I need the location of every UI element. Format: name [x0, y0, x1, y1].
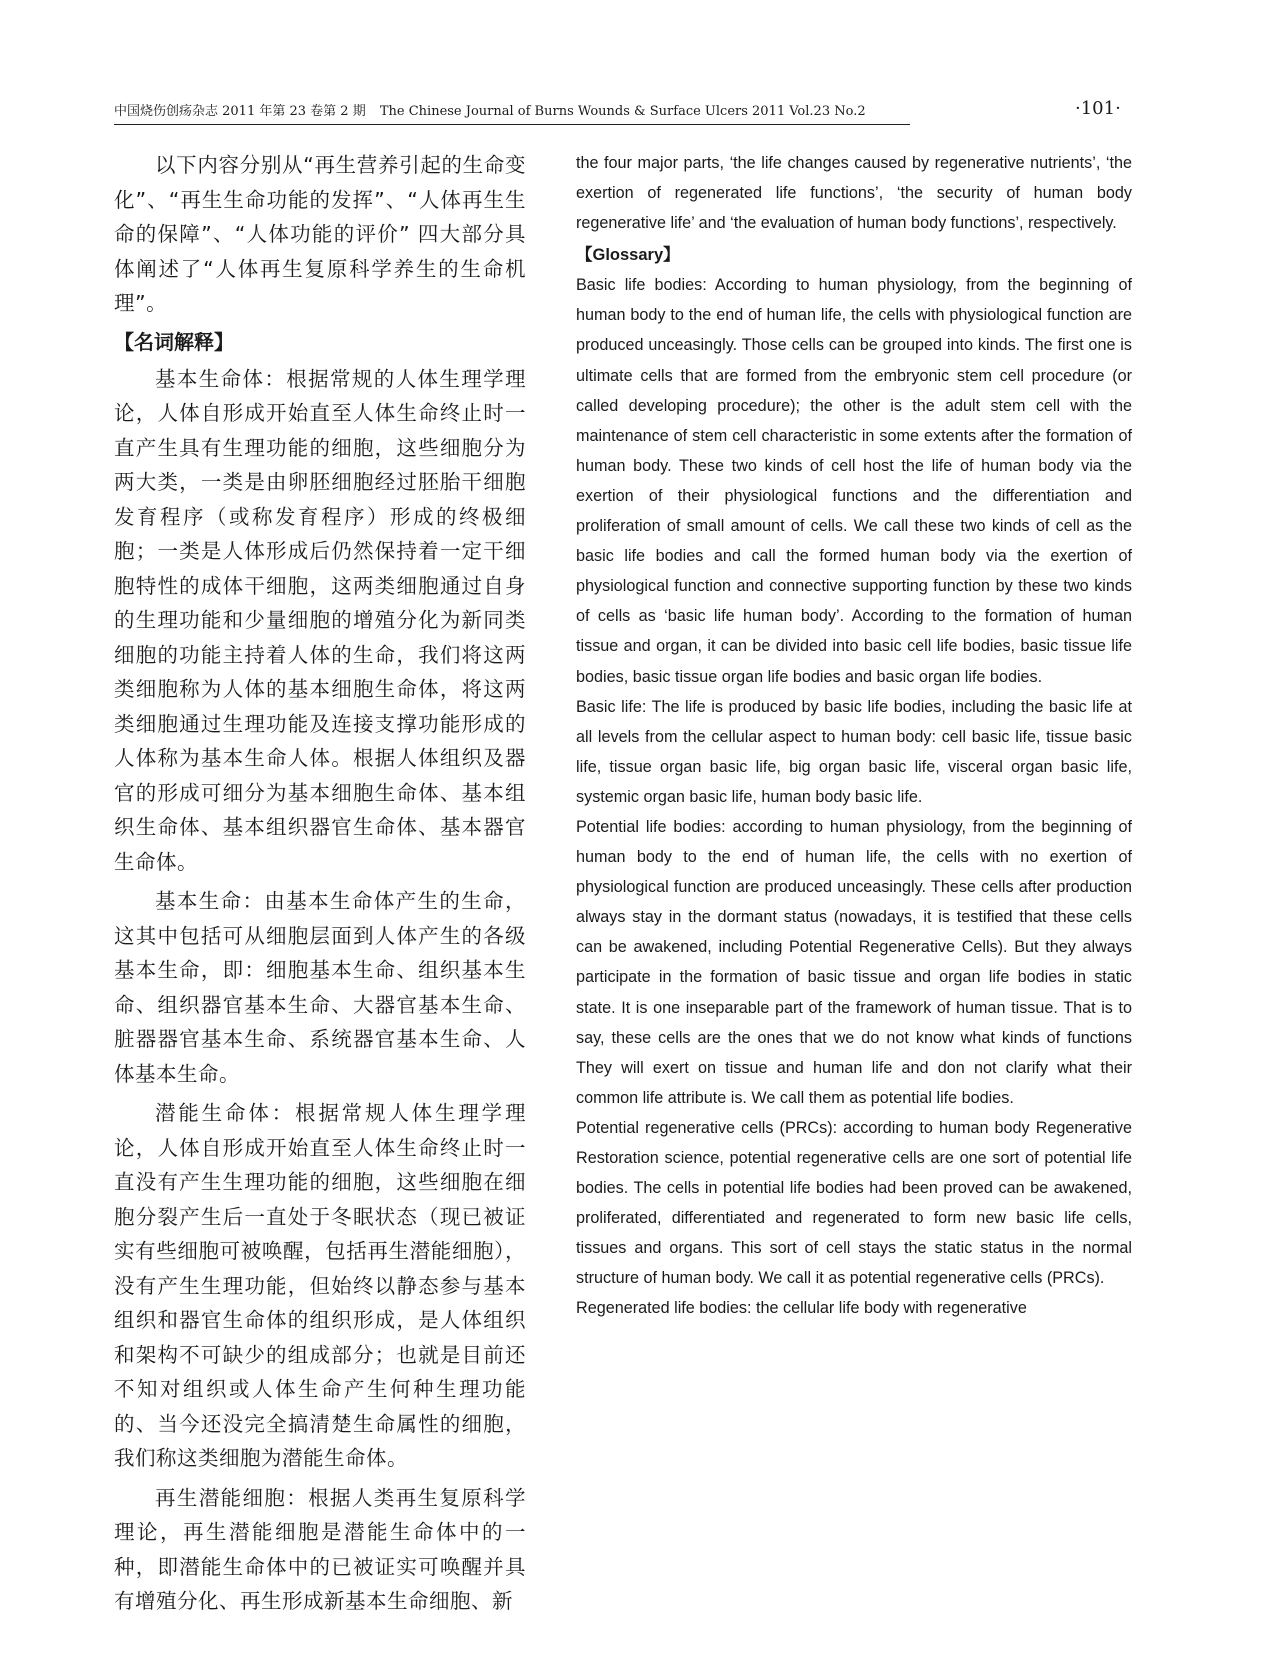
- en-basic-life-bodies-paragraph: Basic life bodies: According to human physiology, from the beginning of human body to the end of human life, the cells with physiological function are produced unceasingly. Those cells can be grouped into kinds. The first one is ultimate cells that are formed from the embryonic stem cell procedure (or called developing procedure); the other is the adult stem cell with the maintenance of stem cell characteristic in some extents after the formation of human body. These two kinds of cell host the life of human body via the exertion of their physiological functions and the differentiation and proliferation of small amount of cells. We call these two kinds of cell as the basic life bodies and call the formed human body via the exertion of physiological function and connective supporting function by these two kinds of cells as ‘basic life human body’. According to the formation of human tissue and organ, it can be divided into basic cell life bodies, basic tissue life bodies, basic tissue organ life bodies and basic organ life bodies.: [576, 276, 1132, 686]
- cn-basic-life-bodies-paragraph: 基本生命体：根据常规的人体生理学理论，人体自形成开始直至人体生命终止时一直产生具有生理功能的细胞，这些细胞分为两大类，一类是由卵胚细胞经过胚胎干细胞发育程序（或称发育程序）形成的终极细胞；一类是人体形成后仍然保持着一定干细胞特性的成体干细胞，这两类细胞通过自身的生理功能和少量细胞的增殖分化为新同类细胞的功能主持着人体的生命，我们将这两类细胞称为人体的基本细胞生命体，将这两类细胞通过生理功能及连接支撑功能形成的人体称为基本生命人体。根据人体组织及器官的形成可细分为基本细胞生命体、基本组织生命体、基本组织器官生命体、基本器官生命体。: [114, 366, 526, 874]
- page-number: ·101·: [1075, 98, 1121, 119]
- english-column: [576, 148, 1132, 1324]
- en-basic-life-paragraph: Basic life: The life is produced by basic life bodies, including the basic life at all levels from the cellular aspect to human body: cell basic life, tissue basic life, tissue organ basic life, big organ basic life, visceral organ basic life, systemic organ basic life, human body basic life.: [576, 697, 1132, 806]
- cn-glossary-heading: 【名词解释】: [114, 329, 234, 354]
- en-intro-paragraph: the four major parts, ‘the life changes caused by regenerative nutrients’, ‘the exertion of regenerated life functions’, ‘the security of human body regenerative life’ and ‘the evaluation of human body functions’, respectively.: [576, 154, 1132, 233]
- cn-potential-life-bodies-paragraph: 潜能生命体：根据常规人体生理学理论，人体自形成开始直至人体生命终止时一直没有产生生理功能的细胞，这些细胞在细胞分裂产生后一直处于冬眠状态（现已被证实有些细胞可被唤醒，包括再生潜能细胞），没有产生生理功能，但始终以静态参与基本组织和器官生命体的组织形成，是人体组织和架构不可缺少的组成部分；也就是目前还不知对组织或人体生命产生何种生理功能的、当今还没完全搞清楚生命属性的细胞，我们称这类细胞为潜能生命体。: [114, 1101, 526, 1470]
- en-potential-regenerative-cells-paragraph: Potential regenerative cells (PRCs): according to human body Regenerative Restoration science, potential regenerative cells are one sort of potential life bodies. The cells in potential life bodies had been proved can be awakened, proliferated, differentiated and regenerated to form new basic life cells, tissues and organs. This sort of cell stays the static status in the normal structure of human body. We call it as potential regenerative cells (PRCs).: [576, 1118, 1132, 1288]
- en-glossary-heading: 【Glossary】: [576, 246, 680, 265]
- journal-title-cn: 中国烧伤创疡杂志 2011 年第 23 卷第 2 期: [114, 104, 366, 119]
- journal-title-en: The Chinese Journal of Burns Wounds & Surface Ulcers 2011 Vol.23 No.2: [379, 104, 866, 119]
- en-potential-life-bodies-paragraph: Potential life bodies: according to human physiology, from the beginning of human body to the end of human life, the cells with no exertion of physiological function are produced unceasingly. These cells after production always stay in the dormant status (nowadays, it is testified that these cells can be awakened, including Potential Regenerative Cells). But they always participate in the formation of basic tissue and organ life bodies in static state. It is one inseparable part of the framework of human tissue. That is to say, these cells are the ones that we do not know what kinds of functions They will exert on tissue and human life and don not clarify what their common life attribute is. We call them as potential life bodies.: [576, 817, 1132, 1107]
- en-regenerated-life-bodies-paragraph: Regenerated life bodies: the cellular life body with regenerative: [576, 1299, 1027, 1318]
- running-header: [114, 100, 910, 125]
- cn-potential-regenerative-cells-paragraph: 再生潜能细胞：根据人类再生复原科学理论，再生潜能细胞是潜能生命体中的一种，即潜能生命体中的已被证实可唤醒并具有增殖分化、再生形成新基本生命细胞、新: [114, 1485, 526, 1613]
- chinese-column: [114, 148, 526, 1624]
- cn-basic-life-paragraph: 基本生命：由基本生命体产生的生命，这其中包括可从细胞层面到人体产生的各级基本生命，即：细胞基本生命、组织基本生命、组织器官基本生命、大器官基本生命、脏器器官基本生命、系统器官基本生命、人体基本生命。: [114, 889, 526, 1086]
- cn-intro-paragraph: 以下内容分别从“再生营养引起的生命变化”、“再生生命功能的发挥”、“人体再生生命的保障”、“人体功能的评价” 四大部分具体阐述了“人体再生复原科学养生的生命机理”。: [114, 153, 526, 315]
